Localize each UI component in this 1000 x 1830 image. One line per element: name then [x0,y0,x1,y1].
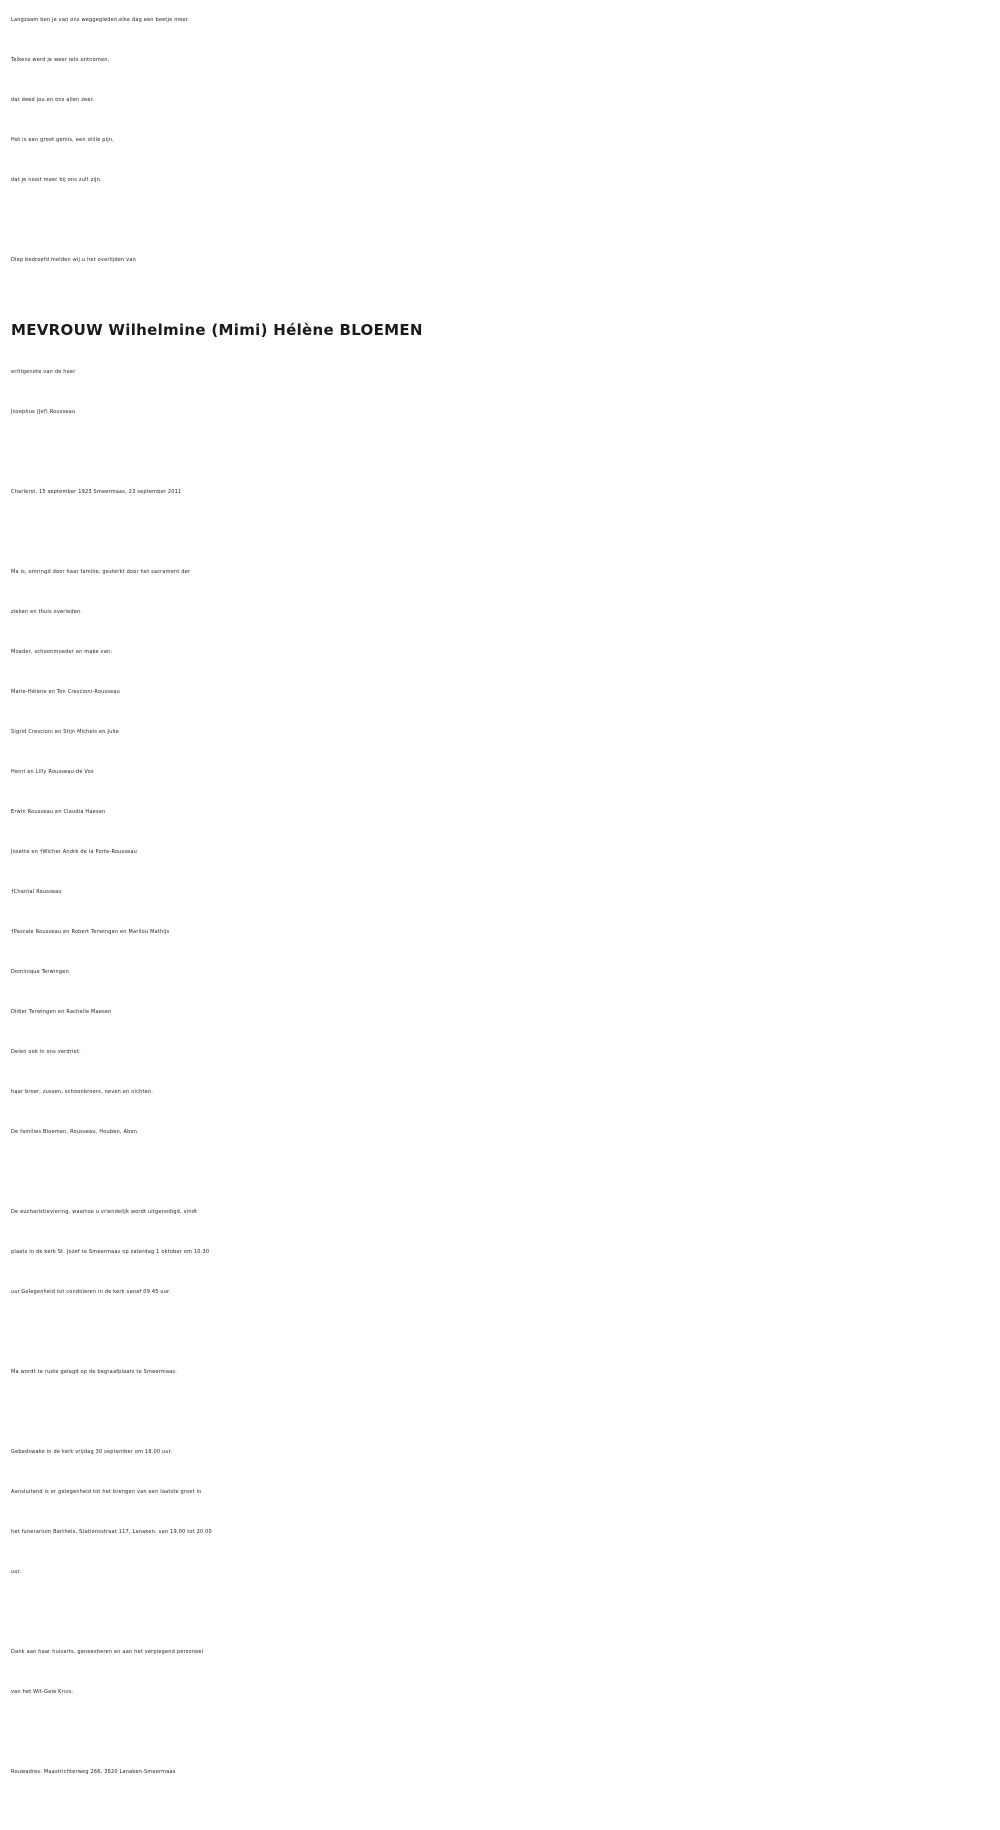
family-line: Sigrid Crescioni en Stijn Michels en Julie [11,729,119,735]
thanks-line: Dank aan haar huisarts, geneesheren en aan het verplegend personeel [11,1649,204,1655]
mourning-address: Rouwadres: Maastrichterweg 266, 3620 Lanaken-Smeermaas [11,1769,176,1775]
spacer [11,1712,991,1752]
spacer [11,512,991,552]
service-line: De eucharistieviering, waartoe u vriendelijk wordt uitgenodigd, vindt [11,1209,198,1215]
vigil-info [11,1432,991,1592]
announcement: Diep bedroefd melden wij u het overlijden van [11,257,136,263]
family-line: Didier Terwingen en Rachelle Maesen [11,1009,112,1015]
service-line: uur.Gelegenheid tot condoleren in de kerk vanaf 09.45 uur. [11,1289,171,1295]
spacer [11,1592,991,1632]
spouse-line: echtgenote van de heer [11,369,76,375]
vigil-line: Gebedswake in de kerk vrijdag 30 september om 18.00 uur. [11,1449,173,1455]
spacer [11,200,991,240]
obituary-notice [11,0,991,1792]
family-line: De families Bloemen, Rousseau, Houben, Aben. [11,1129,139,1135]
birth-death-dates: Charleroi, 15 september 1923 Smeermaas, 23 september 2011 [11,489,182,495]
family-line: Dominique Terwingen [11,969,69,975]
family-line: Henri en Lilly Rousseau-de Vos [11,769,94,775]
vigil-line: uur. [11,1569,22,1575]
spacer [11,432,991,472]
spouse-line: Josephus (Jef) Rousseau [11,409,76,415]
family-line: †Chantal Rousseau [11,889,62,895]
spacer [11,1392,991,1432]
service-info [11,1192,991,1312]
family-list [11,552,991,1152]
poem-line: Het is een groot gemis, een stille pijn, [11,137,114,143]
poem-line: Langzaam ben je van ons weggegleden,elke dag een beetje meer. [11,17,190,23]
family-line: Marie-Hélène en Ton Crescioni-Rousseau [11,689,120,695]
family-line: Josette en †Wicher André de la Porte-Rousseau [11,849,138,855]
poem-line: Telkens werd je weer iets ontnomen, [11,57,110,63]
thanks-line: van het Wit-Gele Kruis. [11,1689,74,1695]
poem-line: dat je nooit meer bij ons zult zijn. [11,177,102,183]
vigil-line: Aansluitend is er gelegenheid tot het brengen van een laatste groet in [11,1489,202,1495]
spouse [11,352,991,432]
family-line: Ma is, omringd door haar familie, gesterkt door het sacrament der [11,569,191,575]
family-line: Moeder, schoonmoeder en make van: [11,649,113,655]
burial-info: Ma wordt te ruste gelegd op de begraafplaats te Smeermaas. [11,1369,177,1375]
service-line: plaats in de kerk St. Jozef te Smeermaas op zaterdag 1 oktober om 10.30 [11,1249,210,1255]
spacer [11,1312,991,1352]
family-line: haar broer, zussen, schoonbroers, neven en nichten. [11,1089,154,1095]
deceased-name: MEVROUW Wilhelmine (Mimi) Hélène BLOEMEN [11,321,423,339]
poem-line: dat deed jou en ons allen zeer. [11,97,95,103]
family-line: Erwin Rousseau en Claudia Haesen [11,809,106,815]
family-line: Delen ook in ons verdriet: [11,1049,81,1055]
vigil-line: het funerarium Barthels, Stationsstraat 117, Lanaken, van 19.00 tot 20.00 [11,1529,212,1535]
family-line: zieken en thuis overleden. [11,609,83,615]
poem [11,0,991,200]
family-line: †Pascale Rousseau en Robert Terwingen en Marilou Mathijs [11,929,170,935]
spacer [11,1152,991,1192]
thanks [11,1632,991,1712]
